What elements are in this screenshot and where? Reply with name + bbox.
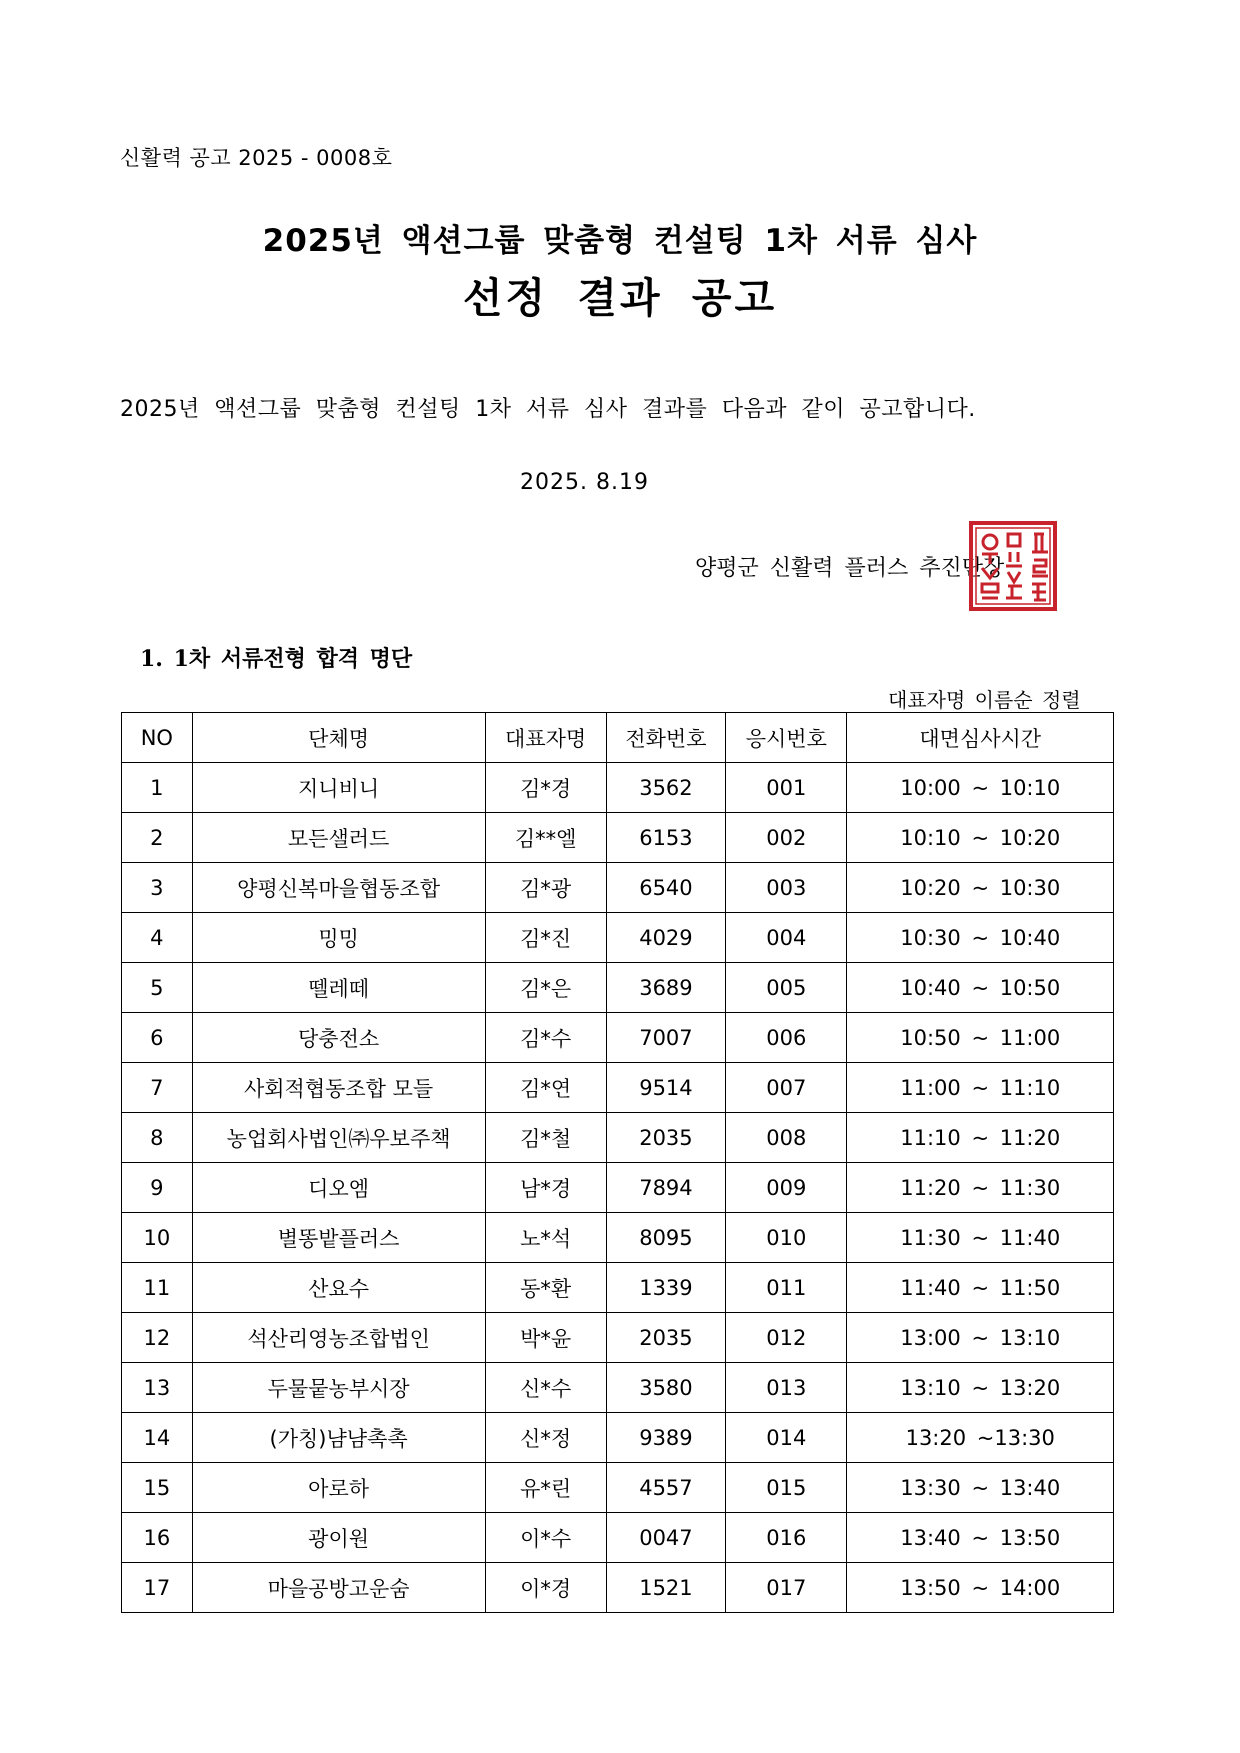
representative-name-cell: 김**엘 [485, 813, 606, 863]
representative-name-cell: 박*윤 [485, 1313, 606, 1363]
column-header-exam-number: 응시번호 [726, 713, 847, 763]
table-row [122, 1213, 1114, 1263]
group-name-cell: (가칭)냠냠촉촉 [192, 1413, 485, 1463]
table-row [122, 1513, 1114, 1563]
table-row [122, 1063, 1114, 1113]
group-name-cell: 양평신복마을협동조합 [192, 863, 485, 913]
representative-name-cell: 이*경 [485, 1563, 606, 1613]
table-row [122, 813, 1114, 863]
interview-time-cell: 13:30 ~ 13:40 [847, 1463, 1114, 1513]
exam-number-cell: 013 [726, 1363, 847, 1413]
column-header-phone: 전화번호 [606, 713, 725, 763]
column-header-representative: 대표자명 [485, 713, 606, 763]
representative-name-cell: 김*경 [485, 763, 606, 813]
table-row [122, 963, 1114, 1013]
table-row [122, 1263, 1114, 1313]
exam-number-cell: 008 [726, 1113, 847, 1163]
column-header-interview-time: 대면심사시간 [847, 713, 1114, 763]
table-row [122, 1163, 1114, 1213]
results-table [121, 712, 1114, 1613]
notice-date: 2025. 8.19 [520, 470, 649, 495]
phone-number-cell: 4029 [606, 913, 725, 963]
phone-number-cell: 0047 [606, 1513, 725, 1563]
representative-name-cell: 노*석 [485, 1213, 606, 1263]
phone-number-cell: 8095 [606, 1213, 725, 1263]
exam-number-cell: 012 [726, 1313, 847, 1363]
group-name-cell: 별똥밭플러스 [192, 1213, 485, 1263]
column-header-no: NO [122, 713, 193, 763]
group-name-cell: 뗄레떼 [192, 963, 485, 1013]
exam-number-cell: 007 [726, 1063, 847, 1113]
sort-note: 대표자명 이름순 정렬 [888, 688, 1081, 712]
phone-number-cell: 6540 [606, 863, 725, 913]
phone-number-cell: 7894 [606, 1163, 725, 1213]
table-row [122, 1013, 1114, 1063]
exam-number-cell: 017 [726, 1563, 847, 1613]
table-row [122, 1413, 1114, 1463]
interview-time-cell: 10:30 ~ 10:40 [847, 913, 1114, 963]
interview-time-cell: 11:30 ~ 11:40 [847, 1213, 1114, 1263]
interview-time-cell: 13:50 ~ 14:00 [847, 1563, 1114, 1613]
notice-number: 신활력 공고 2025 - 0008호 [120, 146, 393, 170]
group-name-cell: 모든샐러드 [192, 813, 485, 863]
row-number-cell: 17 [122, 1563, 193, 1613]
group-name-cell: 지니비니 [192, 763, 485, 813]
phone-number-cell: 6153 [606, 813, 725, 863]
representative-name-cell: 김*철 [485, 1113, 606, 1163]
exam-number-cell: 005 [726, 963, 847, 1013]
row-number-cell: 5 [122, 963, 193, 1013]
table-body [122, 763, 1114, 1613]
exam-number-cell: 011 [726, 1263, 847, 1313]
official-seal-icon [968, 520, 1058, 612]
representative-name-cell: 남*경 [485, 1163, 606, 1213]
phone-number-cell: 1521 [606, 1563, 725, 1613]
group-name-cell: 마을공방고운숨 [192, 1563, 485, 1613]
phone-number-cell: 9389 [606, 1413, 725, 1463]
group-name-cell: 두물뭍농부시장 [192, 1363, 485, 1413]
row-number-cell: 9 [122, 1163, 193, 1213]
row-number-cell: 8 [122, 1113, 193, 1163]
interview-time-cell: 11:40 ~ 11:50 [847, 1263, 1114, 1313]
phone-number-cell: 1339 [606, 1263, 725, 1313]
table-row [122, 913, 1114, 963]
row-number-cell: 12 [122, 1313, 193, 1363]
table-row [122, 1113, 1114, 1163]
interview-time-cell: 11:20 ~ 11:30 [847, 1163, 1114, 1213]
phone-number-cell: 3580 [606, 1363, 725, 1413]
table-row [122, 1563, 1114, 1613]
row-number-cell: 10 [122, 1213, 193, 1263]
group-name-cell: 사회적협동조합 모들 [192, 1063, 485, 1113]
table-row [122, 1313, 1114, 1363]
row-number-cell: 16 [122, 1513, 193, 1563]
exam-number-cell: 001 [726, 763, 847, 813]
exam-number-cell: 015 [726, 1463, 847, 1513]
representative-name-cell: 동*환 [485, 1263, 606, 1313]
group-name-cell: 광이원 [192, 1513, 485, 1563]
exam-number-cell: 010 [726, 1213, 847, 1263]
exam-number-cell: 006 [726, 1013, 847, 1063]
phone-number-cell: 3689 [606, 963, 725, 1013]
group-name-cell: 산요수 [192, 1263, 485, 1313]
row-number-cell: 15 [122, 1463, 193, 1513]
representative-name-cell: 신*수 [485, 1363, 606, 1413]
representative-name-cell: 김*수 [485, 1013, 606, 1063]
interview-time-cell: 10:40 ~ 10:50 [847, 963, 1114, 1013]
representative-name-cell: 김*연 [485, 1063, 606, 1113]
row-number-cell: 2 [122, 813, 193, 863]
group-name-cell: 당충전소 [192, 1013, 485, 1063]
group-name-cell: 밍밍 [192, 913, 485, 963]
phone-number-cell: 4557 [606, 1463, 725, 1513]
interview-time-cell: 11:10 ~ 11:20 [847, 1113, 1114, 1163]
row-number-cell: 13 [122, 1363, 193, 1413]
document-title: 2025년 액션그룹 맞춤형 컨설팅 1차 서류 심사 [262, 223, 978, 259]
interview-time-cell: 13:20 ~13:30 [847, 1413, 1114, 1463]
interview-time-cell: 11:00 ~ 11:10 [847, 1063, 1114, 1113]
exam-number-cell: 014 [726, 1413, 847, 1463]
exam-number-cell: 004 [726, 913, 847, 963]
table-row [122, 763, 1114, 813]
exam-number-cell: 002 [726, 813, 847, 863]
row-number-cell: 7 [122, 1063, 193, 1113]
row-number-cell: 6 [122, 1013, 193, 1063]
row-number-cell: 11 [122, 1263, 193, 1313]
phone-number-cell: 9514 [606, 1063, 725, 1113]
representative-name-cell: 김*진 [485, 913, 606, 963]
row-number-cell: 14 [122, 1413, 193, 1463]
interview-time-cell: 13:40 ~ 13:50 [847, 1513, 1114, 1563]
phone-number-cell: 7007 [606, 1013, 725, 1063]
row-number-cell: 4 [122, 913, 193, 963]
interview-time-cell: 13:00 ~ 13:10 [847, 1313, 1114, 1363]
column-header-group-name: 단체명 [192, 713, 485, 763]
table-row [122, 1463, 1114, 1513]
table-header-row [122, 713, 1114, 763]
group-name-cell: 농업회사법인㈜우보주책 [192, 1113, 485, 1163]
interview-time-cell: 10:20 ~ 10:30 [847, 863, 1114, 913]
group-name-cell: 석산리영농조합법인 [192, 1313, 485, 1363]
document-subtitle: 선정 결과 공고 [462, 274, 778, 322]
exam-number-cell: 016 [726, 1513, 847, 1563]
table-row [122, 863, 1114, 913]
representative-name-cell: 이*수 [485, 1513, 606, 1563]
interview-time-cell: 13:10 ~ 13:20 [847, 1363, 1114, 1413]
interview-time-cell: 10:00 ~ 10:10 [847, 763, 1114, 813]
row-number-cell: 1 [122, 763, 193, 813]
intro-text: 2025년 액션그룹 맞춤형 컨설팅 1차 서류 심사 결과를 다음과 같이 공고합니다. [120, 397, 976, 422]
issuer-name: 양평군 신활력 플러스 추진단장 [695, 556, 1005, 581]
representative-name-cell: 김*광 [485, 863, 606, 913]
exam-number-cell: 009 [726, 1163, 847, 1213]
interview-time-cell: 10:10 ~ 10:20 [847, 813, 1114, 863]
representative-name-cell: 김*은 [485, 963, 606, 1013]
phone-number-cell: 2035 [606, 1313, 725, 1363]
representative-name-cell: 유*린 [485, 1463, 606, 1513]
exam-number-cell: 003 [726, 863, 847, 913]
interview-time-cell: 10:50 ~ 11:00 [847, 1013, 1114, 1063]
phone-number-cell: 2035 [606, 1113, 725, 1163]
phone-number-cell: 3562 [606, 763, 725, 813]
row-number-cell: 3 [122, 863, 193, 913]
table-row [122, 1363, 1114, 1413]
group-name-cell: 아로하 [192, 1463, 485, 1513]
section-heading: 1. 1차 서류전형 합격 명단 [140, 646, 413, 672]
group-name-cell: 디오엠 [192, 1163, 485, 1213]
representative-name-cell: 신*정 [485, 1413, 606, 1463]
